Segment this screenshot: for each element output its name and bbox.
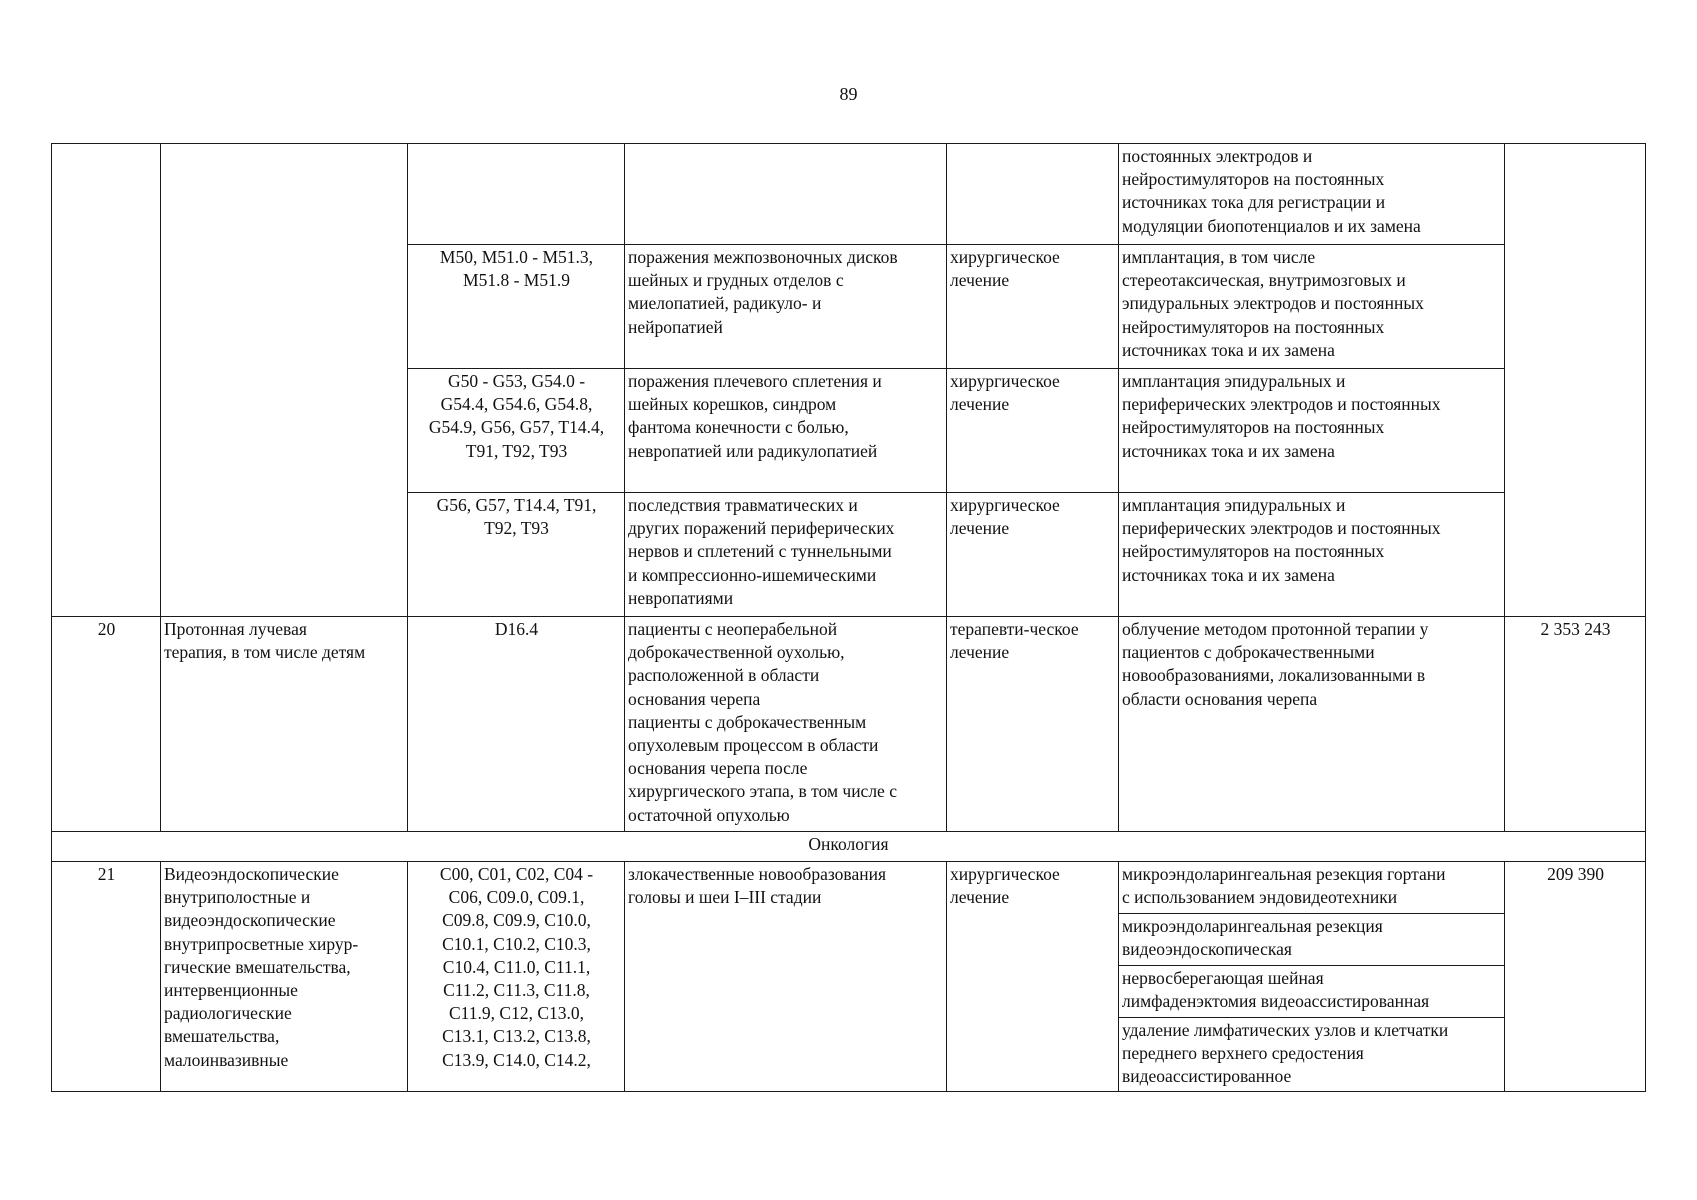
method-cell: микроэндоларингеальная резекция гортани с использованием эндовидеотехники bbox=[1119, 862, 1505, 914]
treatment-cell: хирургическое лечение bbox=[947, 862, 1119, 1092]
method-cell: имплантация эпидуральных и периферических электродов и постоянных нейростимуляторов на постоянных источниках тока и их замена bbox=[1119, 369, 1505, 493]
treatment-cell: хирургическое лечение bbox=[947, 369, 1119, 493]
page-number: 89 bbox=[839, 84, 858, 104]
method-cell: нервосберегающая шейная лимфаденэктомия видеоассистированная bbox=[1119, 966, 1505, 1018]
method-cell: облучение методом протонной терапии у пациентов с доброкачественными новообразованиями, локализованными в области основания черепа bbox=[1119, 617, 1505, 832]
price-cell: 2 353 243 bbox=[1505, 617, 1646, 832]
model-cell: поражения плечевого сплетения и шейных корешков, синдром фантома конечности с болью, невропатией или радикулопатией bbox=[625, 369, 947, 493]
name-cell bbox=[161, 144, 408, 617]
table-row bbox=[52, 617, 1646, 832]
row-number-cell: 20 bbox=[52, 617, 161, 832]
section-row bbox=[52, 832, 1646, 862]
treatment-cell bbox=[947, 144, 1119, 245]
model-cell: пациенты с неоперабельной доброкачественной оухолью, расположенной в области основания черепа пациенты с доброкачественным опухолевым процессом в области основания черепа после хирургического этапа, в том числе с остаточной опухолью bbox=[625, 617, 947, 832]
code-cell bbox=[408, 144, 625, 245]
treatment-cell: хирургическое лечение bbox=[947, 493, 1119, 617]
model-cell: злокачественные новообразования головы и шеи I–III стадии bbox=[625, 862, 947, 1092]
table-row bbox=[52, 862, 1646, 914]
code-cell: C00, C01, C02, C04 - C06, C09.0, C09.1, C09.8, C09.9, C10.0, C10.1, C10.2, C10.3, C10.4, C11.0, C11.1, C11.2, C11.3, C11.8, C11.9, C12, C13.0, C13.1, C13.2, C13.8, C13.9, C14.0, C14.2, bbox=[408, 862, 625, 1092]
row-number-cell: 21 bbox=[52, 862, 161, 1092]
name-cell: Протонная лучевая терапия, в том числе детям bbox=[161, 617, 408, 832]
code-cell: M50, M51.0 - M51.3, M51.8 - M51.9 bbox=[408, 245, 625, 369]
table-row bbox=[52, 144, 1646, 245]
model-cell bbox=[625, 144, 947, 245]
procedures-table bbox=[51, 143, 1646, 1092]
code-cell: G56, G57, T14.4, T91, T92, T93 bbox=[408, 493, 625, 617]
code-cell: D16.4 bbox=[408, 617, 625, 832]
name-cell: Видеоэндоскопические внутриполостные и видеоэндоскопические внутрипросветные хирур- гические вмешательства, интервенционные радиологические вмешательства, малоинвазивные bbox=[161, 862, 408, 1092]
treatment-cell: терапевти-ческое лечение bbox=[947, 617, 1119, 832]
price-cell bbox=[1505, 144, 1646, 617]
code-cell: G50 - G53, G54.0 - G54.4, G54.6, G54.8, G54.9, G56, G57, T14.4, T91, T92, T93 bbox=[408, 369, 625, 493]
method-cell: постоянных электродов и нейростимуляторов на постоянных источниках тока для регистрации и модуляции биопотенциалов и их замена bbox=[1119, 144, 1505, 245]
model-cell: поражения межпозвоночных дисков шейных и грудных отделов с миелопатией, радикуло- и нейропатией bbox=[625, 245, 947, 369]
method-cell: имплантация эпидуральных и периферических электродов и постоянных нейростимуляторов на постоянных источниках тока и их замена bbox=[1119, 493, 1505, 617]
method-cell: удаление лимфатических узлов и клетчатки переднего верхнего средостения видеоассистированное bbox=[1119, 1018, 1505, 1092]
price-cell: 209 390 bbox=[1505, 862, 1646, 1092]
treatment-cell: хирургическое лечение bbox=[947, 245, 1119, 369]
row-number-cell bbox=[52, 144, 161, 617]
method-cell: имплантация, в том числе стереотаксическая, внутримозговых и эпидуральных электродов и постоянных нейростимуляторов на постоянных источниках тока и их замена bbox=[1119, 245, 1505, 369]
model-cell: последствия травматических и других поражений периферических нервов и сплетений с туннельными и компрессионно-ишемическими невропатиями bbox=[625, 493, 947, 617]
method-cell: микроэндоларингеальная резекция видеоэндоскопическая bbox=[1119, 914, 1505, 966]
section-title: Онкология bbox=[52, 832, 1646, 862]
